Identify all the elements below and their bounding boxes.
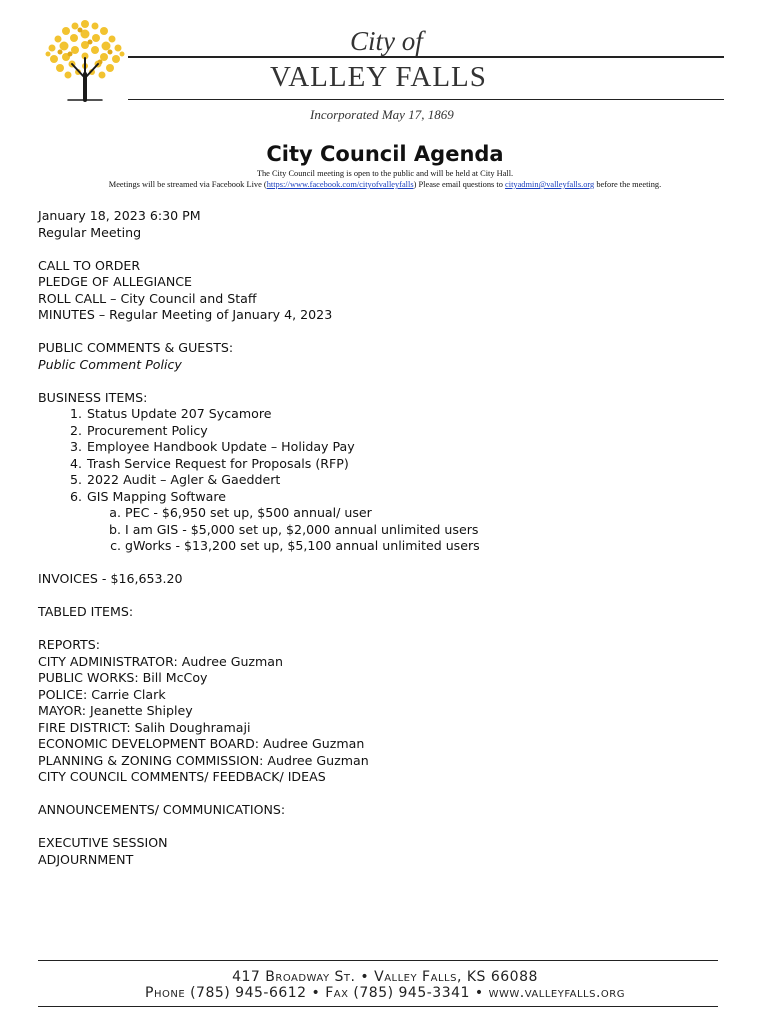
business-item (38, 439, 480, 456)
item-text: Status Update 207 Sycamore (87, 406, 272, 421)
business-item (38, 406, 480, 423)
notice-mid: ) Please email questions to (413, 180, 506, 189)
report-line: PLANNING & ZONING COMMISSION: Audree Guzman (38, 752, 369, 768)
report-line: CITY COUNCIL COMMENTS/ FEEDBACK/ IDEAS (38, 769, 326, 784)
business-item (38, 423, 480, 440)
letterhead-bottom-rule (128, 99, 724, 100)
call-to-order: CALL TO ORDER (38, 257, 141, 273)
business-items-heading: BUSINESS ITEMS: (38, 389, 148, 405)
report-line: FIRE DISTRICT: Salih Doughramaji (38, 719, 251, 735)
item-text: Employee Handbook Update – Holiday Pay (87, 439, 355, 454)
item-text: 2022 Audit – Agler & Gaeddert (87, 472, 281, 487)
subitem-text: PEC - $6,950 set up, $500 annual/ user (125, 505, 372, 520)
report-line: ECONOMIC DEVELOPMENT BOARD: Audree Guzman (38, 736, 365, 751)
tree-logo-icon (40, 14, 130, 104)
business-subitem (38, 505, 480, 522)
footer-bottom-rule (38, 1006, 718, 1007)
footer-contact: Phone (785) 945-6612 • Fax (785) 945-3341 • www.valleyfalls.org (145, 985, 625, 1001)
roll-call: ROLL CALL – City Council and Staff (38, 290, 257, 306)
meeting-notice-line2 (0, 180, 770, 189)
business-subitem (38, 522, 480, 539)
subitem-letter: c. (110, 538, 121, 553)
pledge-of-allegiance: PLEDGE OF ALLEGIANCE (38, 274, 193, 289)
item-number: 2. (69, 422, 82, 438)
footer-address: 417 Broadway St. • Valley Falls, KS 66088 (232, 969, 538, 985)
item-number: 4. (69, 455, 82, 471)
meeting-date-time: January 18, 2023 6:30 PM (38, 208, 201, 223)
business-item (38, 456, 480, 473)
item-text: Procurement Policy (87, 422, 208, 438)
item-text: GIS Mapping Software (87, 488, 227, 504)
report-line: MAYOR: Jeanette Shipley (38, 703, 193, 718)
item-number: 6. (69, 488, 82, 504)
subitem-letter: b. (109, 521, 121, 537)
item-text: Trash Service Request for Proposals (RFP) (87, 455, 349, 471)
public-comment-policy: Public Comment Policy (38, 356, 182, 372)
notice-suffix: before the meeting. (594, 180, 662, 189)
agenda-body (38, 208, 480, 868)
adjournment: ADJOURNMENT (38, 851, 134, 867)
report-line: PUBLIC WORKS: Bill McCoy (38, 670, 208, 685)
report-line: POLICE: Carrie Clark (38, 686, 166, 702)
business-item (38, 489, 480, 506)
announcements: ANNOUNCEMENTS/ COMMUNICATIONS: (38, 802, 286, 817)
meeting-notice-line1: The City Council meeting is open to the public and will be held at City Hall. (256, 169, 514, 178)
item-number: 5. (69, 472, 82, 487)
business-item (38, 472, 480, 489)
meeting-type: Regular Meeting (38, 224, 142, 240)
business-subitem (38, 538, 480, 555)
subitem-letter: a. (109, 505, 121, 520)
footer-top-rule (38, 960, 718, 961)
reports-heading: REPORTS: (38, 637, 100, 652)
incorporated-date: Incorporated May 17, 1869 (310, 107, 454, 122)
facebook-link[interactable]: https://www.facebook.com/cityofvalleyfalls (266, 180, 414, 189)
minutes: MINUTES – Regular Meeting of January 4, 2023 (38, 307, 333, 322)
executive-session: EXECUTIVE SESSION (38, 835, 168, 850)
invoices: INVOICES - $16,653.20 (38, 571, 183, 586)
tabled-items: TABLED ITEMS: (38, 604, 134, 619)
public-comments-heading: PUBLIC COMMENTS & GUESTS: (38, 340, 234, 355)
notice-prefix: Meetings will be streamed via Facebook Live ( (108, 180, 267, 189)
letterhead-top-rule (128, 56, 724, 58)
item-number: 1. (69, 406, 82, 421)
subitem-text: gWorks - $13,200 set up, $5,100 annual unlimited users (125, 538, 480, 553)
agenda-title: City Council Agenda (266, 142, 504, 166)
subitem-text: I am GIS - $5,000 set up, $2,000 annual unlimited users (125, 521, 479, 537)
report-line: CITY ADMINISTRATOR: Audree Guzman (38, 653, 284, 669)
email-link[interactable]: cityadmin@valleyfalls.org (505, 180, 595, 189)
city-name: VALLEY FALLS (270, 61, 487, 93)
city-of-text: City of (350, 26, 423, 56)
item-number: 3. (69, 439, 82, 454)
